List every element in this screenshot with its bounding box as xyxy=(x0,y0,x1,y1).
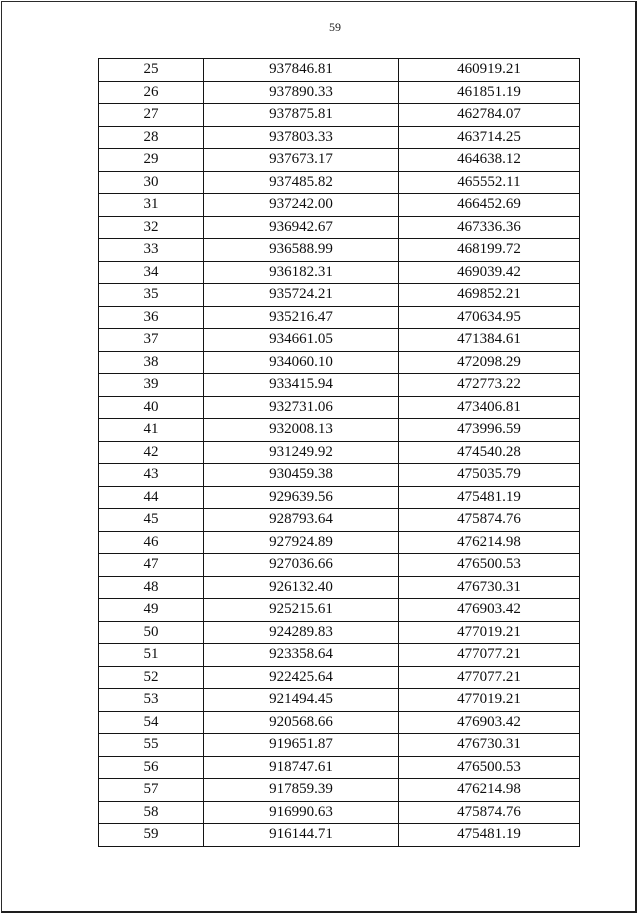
table-row xyxy=(99,351,580,374)
row-index-cell: 27 xyxy=(99,104,204,127)
first-value-cell: 936182.31 xyxy=(204,261,399,284)
second-value-cell: 475481.19 xyxy=(399,486,580,509)
page-number: 59 xyxy=(329,20,341,34)
second-value-cell: 475035.79 xyxy=(399,464,580,487)
second-value-cell: 468199.72 xyxy=(399,239,580,262)
table-row xyxy=(99,374,580,397)
second-value-cell: 476214.98 xyxy=(399,531,580,554)
first-value-cell: 937803.33 xyxy=(204,126,399,149)
first-value-cell: 936588.99 xyxy=(204,239,399,262)
second-value-cell: 473406.81 xyxy=(399,396,580,419)
second-value-cell: 461851.19 xyxy=(399,81,580,104)
table-row xyxy=(99,194,580,217)
row-index-cell: 28 xyxy=(99,126,204,149)
table-row xyxy=(99,689,580,712)
first-value-cell: 926132.40 xyxy=(204,576,399,599)
first-value-cell: 934060.10 xyxy=(204,351,399,374)
row-index-cell: 26 xyxy=(99,81,204,104)
table-row xyxy=(99,284,580,307)
table-row xyxy=(99,756,580,779)
table-row xyxy=(99,734,580,757)
table-row xyxy=(99,329,580,352)
row-index-cell: 38 xyxy=(99,351,204,374)
first-value-cell: 918747.61 xyxy=(204,756,399,779)
table-row xyxy=(99,216,580,239)
first-value-cell: 936942.67 xyxy=(204,216,399,239)
second-value-cell: 465552.11 xyxy=(399,171,580,194)
first-value-cell: 929639.56 xyxy=(204,486,399,509)
second-value-cell: 477019.21 xyxy=(399,689,580,712)
row-index-cell: 41 xyxy=(99,419,204,442)
table-row xyxy=(99,509,580,532)
second-value-cell: 476903.42 xyxy=(399,711,580,734)
first-value-cell: 927924.89 xyxy=(204,531,399,554)
table-row xyxy=(99,801,580,824)
second-value-cell: 474540.28 xyxy=(399,441,580,464)
row-index-cell: 35 xyxy=(99,284,204,307)
second-value-cell: 475874.76 xyxy=(399,509,580,532)
table-row xyxy=(99,599,580,622)
table-row xyxy=(99,644,580,667)
table-row xyxy=(99,486,580,509)
table-row xyxy=(99,81,580,104)
second-value-cell: 476730.31 xyxy=(399,734,580,757)
table-row xyxy=(99,576,580,599)
first-value-cell: 933415.94 xyxy=(204,374,399,397)
second-value-cell: 469039.42 xyxy=(399,261,580,284)
table-row xyxy=(99,396,580,419)
second-value-cell: 467336.36 xyxy=(399,216,580,239)
row-index-cell: 52 xyxy=(99,666,204,689)
second-value-cell: 462784.07 xyxy=(399,104,580,127)
second-value-cell: 477019.21 xyxy=(399,621,580,644)
row-index-cell: 46 xyxy=(99,531,204,554)
row-index-cell: 32 xyxy=(99,216,204,239)
table-row xyxy=(99,464,580,487)
table-row xyxy=(99,666,580,689)
table-row xyxy=(99,171,580,194)
second-value-cell: 472773.22 xyxy=(399,374,580,397)
first-value-cell: 932008.13 xyxy=(204,419,399,442)
row-index-cell: 30 xyxy=(99,171,204,194)
first-value-cell: 927036.66 xyxy=(204,554,399,577)
second-value-cell: 472098.29 xyxy=(399,351,580,374)
row-index-cell: 29 xyxy=(99,149,204,172)
row-index-cell: 39 xyxy=(99,374,204,397)
first-value-cell: 932731.06 xyxy=(204,396,399,419)
row-index-cell: 55 xyxy=(99,734,204,757)
first-value-cell: 937875.81 xyxy=(204,104,399,127)
row-index-cell: 47 xyxy=(99,554,204,577)
first-value-cell: 928793.64 xyxy=(204,509,399,532)
second-value-cell: 476500.53 xyxy=(399,554,580,577)
data-table-body xyxy=(99,59,580,847)
second-value-cell: 473996.59 xyxy=(399,419,580,442)
first-value-cell: 924289.83 xyxy=(204,621,399,644)
table-row xyxy=(99,104,580,127)
first-value-cell: 937485.82 xyxy=(204,171,399,194)
document-page xyxy=(1,1,637,913)
row-index-cell: 42 xyxy=(99,441,204,464)
table-row xyxy=(99,531,580,554)
first-value-cell: 920568.66 xyxy=(204,711,399,734)
first-value-cell: 930459.38 xyxy=(204,464,399,487)
second-value-cell: 477077.21 xyxy=(399,666,580,689)
first-value-cell: 917859.39 xyxy=(204,779,399,802)
table-row xyxy=(99,59,580,82)
data-table xyxy=(98,58,580,847)
second-value-cell: 476730.31 xyxy=(399,576,580,599)
row-index-cell: 36 xyxy=(99,306,204,329)
first-value-cell: 931249.92 xyxy=(204,441,399,464)
row-index-cell: 57 xyxy=(99,779,204,802)
first-value-cell: 916144.71 xyxy=(204,824,399,847)
first-value-cell: 937242.00 xyxy=(204,194,399,217)
row-index-cell: 50 xyxy=(99,621,204,644)
table-row xyxy=(99,261,580,284)
row-index-cell: 43 xyxy=(99,464,204,487)
table-row xyxy=(99,239,580,262)
second-value-cell: 466452.69 xyxy=(399,194,580,217)
first-value-cell: 934661.05 xyxy=(204,329,399,352)
table-row xyxy=(99,779,580,802)
table-row xyxy=(99,306,580,329)
second-value-cell: 470634.95 xyxy=(399,306,580,329)
row-index-cell: 34 xyxy=(99,261,204,284)
table-row xyxy=(99,126,580,149)
first-value-cell: 925215.61 xyxy=(204,599,399,622)
table-row xyxy=(99,824,580,847)
second-value-cell: 475874.76 xyxy=(399,801,580,824)
second-value-cell: 476214.98 xyxy=(399,779,580,802)
second-value-cell: 471384.61 xyxy=(399,329,580,352)
row-index-cell: 53 xyxy=(99,689,204,712)
first-value-cell: 916990.63 xyxy=(204,801,399,824)
first-value-cell: 937673.17 xyxy=(204,149,399,172)
row-index-cell: 45 xyxy=(99,509,204,532)
second-value-cell: 460919.21 xyxy=(399,59,580,82)
first-value-cell: 937890.33 xyxy=(204,81,399,104)
table-row xyxy=(99,554,580,577)
first-value-cell: 922425.64 xyxy=(204,666,399,689)
second-value-cell: 476500.53 xyxy=(399,756,580,779)
row-index-cell: 59 xyxy=(99,824,204,847)
first-value-cell: 935216.47 xyxy=(204,306,399,329)
row-index-cell: 33 xyxy=(99,239,204,262)
table-row xyxy=(99,419,580,442)
row-index-cell: 56 xyxy=(99,756,204,779)
second-value-cell: 477077.21 xyxy=(399,644,580,667)
first-value-cell: 937846.81 xyxy=(204,59,399,82)
row-index-cell: 58 xyxy=(99,801,204,824)
second-value-cell: 463714.25 xyxy=(399,126,580,149)
row-index-cell: 49 xyxy=(99,599,204,622)
second-value-cell: 476903.42 xyxy=(399,599,580,622)
first-value-cell: 923358.64 xyxy=(204,644,399,667)
row-index-cell: 44 xyxy=(99,486,204,509)
second-value-cell: 469852.21 xyxy=(399,284,580,307)
table-row xyxy=(99,441,580,464)
row-index-cell: 48 xyxy=(99,576,204,599)
table-row xyxy=(99,149,580,172)
row-index-cell: 40 xyxy=(99,396,204,419)
row-index-cell: 37 xyxy=(99,329,204,352)
row-index-cell: 54 xyxy=(99,711,204,734)
table-row xyxy=(99,711,580,734)
second-value-cell: 464638.12 xyxy=(399,149,580,172)
first-value-cell: 921494.45 xyxy=(204,689,399,712)
row-index-cell: 25 xyxy=(99,59,204,82)
row-index-cell: 51 xyxy=(99,644,204,667)
second-value-cell: 475481.19 xyxy=(399,824,580,847)
first-value-cell: 919651.87 xyxy=(204,734,399,757)
table-row xyxy=(99,621,580,644)
first-value-cell: 935724.21 xyxy=(204,284,399,307)
row-index-cell: 31 xyxy=(99,194,204,217)
